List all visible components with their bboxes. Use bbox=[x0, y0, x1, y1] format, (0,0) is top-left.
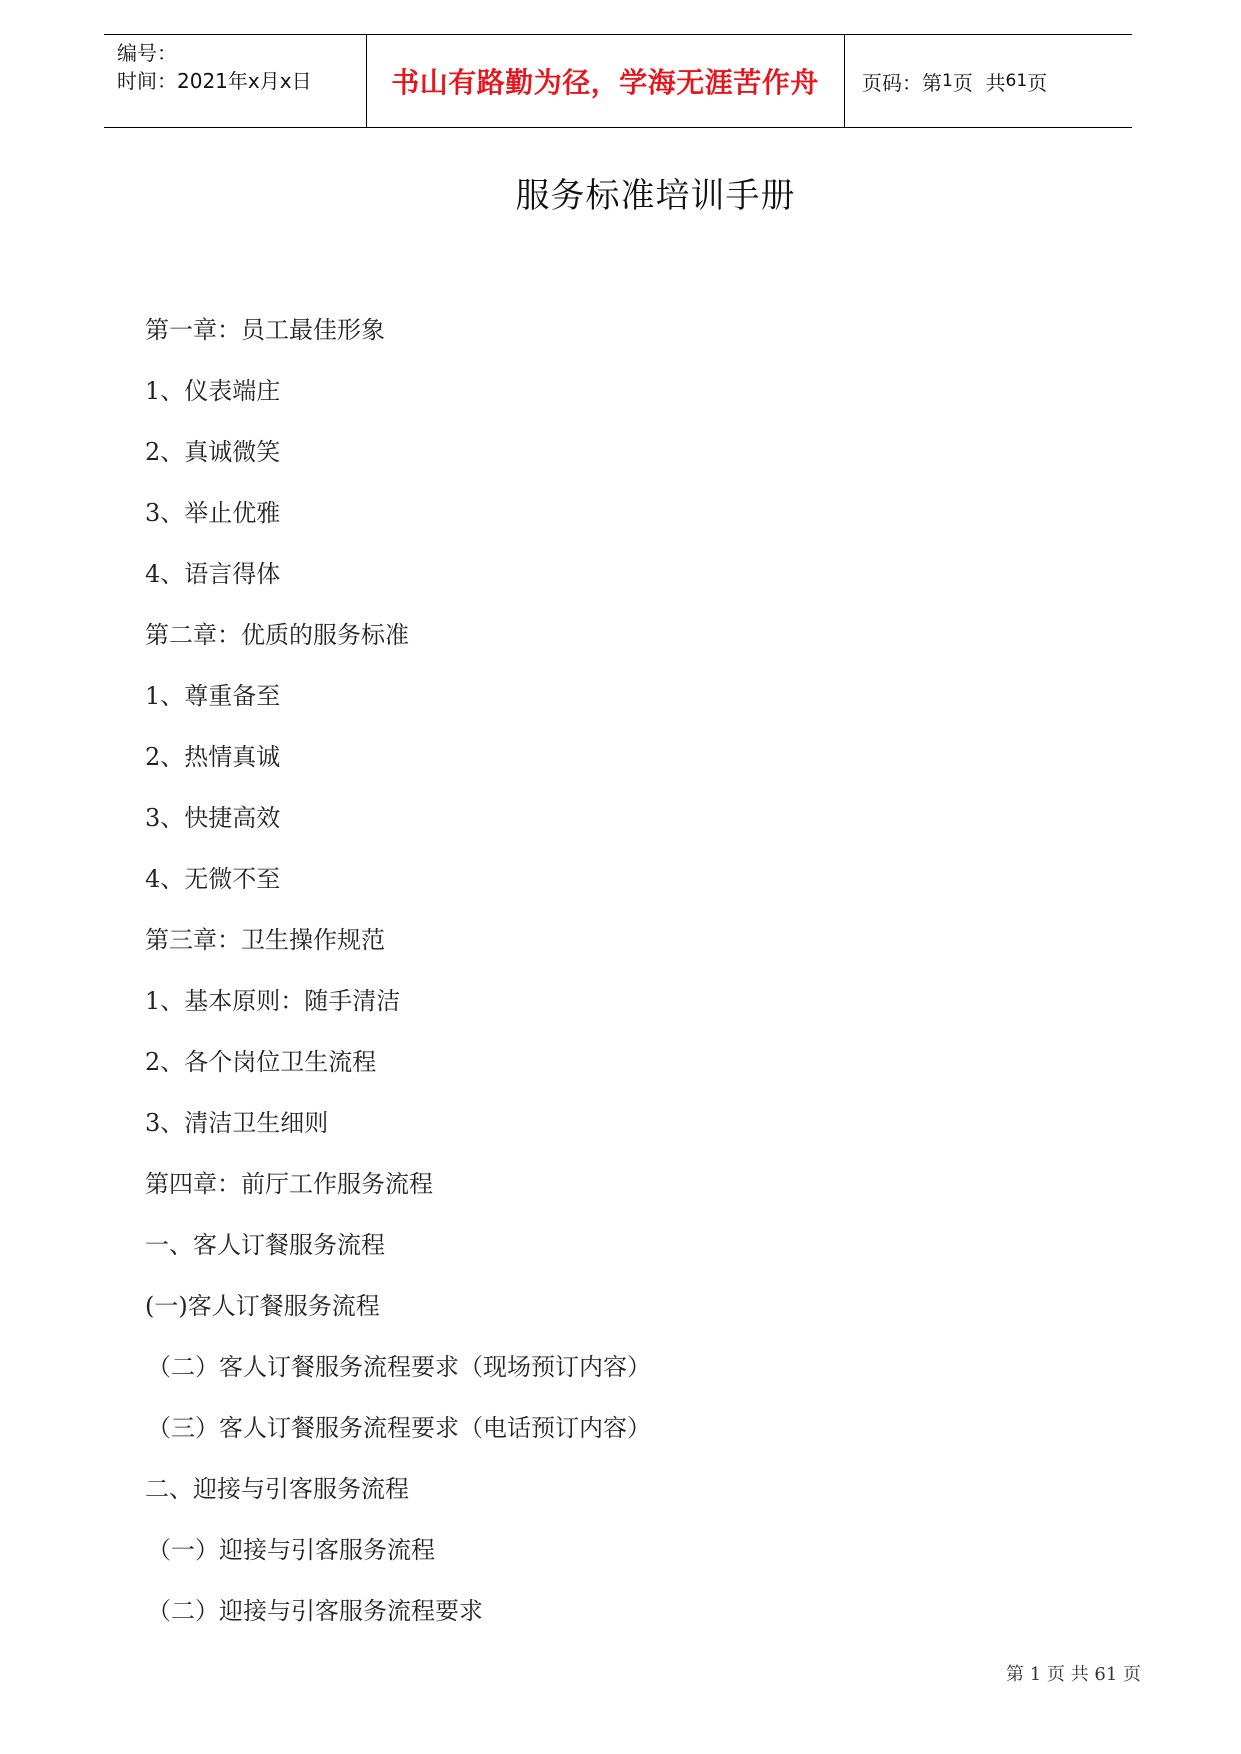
toc-item: 3、清洁卫生细则 bbox=[145, 1109, 329, 1137]
toc-item: 2、各个岗位卫生流程 bbox=[145, 1048, 377, 1076]
page-current: 1 bbox=[942, 71, 953, 91]
toc-item: 第二章：优质的服务标准 bbox=[145, 621, 409, 649]
toc-item: 第一章：员工最佳形象 bbox=[145, 316, 385, 344]
document-title: 服务标准培训手册 bbox=[515, 176, 796, 216]
page-suffix: 页 bbox=[1027, 70, 1048, 95]
toc-item: 1、尊重备至 bbox=[145, 682, 281, 710]
time-label: 时间：2021年x月x日 bbox=[117, 69, 312, 93]
toc-item: 4、语言得体 bbox=[145, 560, 281, 588]
toc-item: （一）迎接与引客服务流程 bbox=[147, 1536, 435, 1564]
toc-item: 一、客人订餐服务流程 bbox=[145, 1231, 385, 1259]
page-header bbox=[104, 34, 1132, 128]
page-total: 61 bbox=[1005, 71, 1028, 91]
header-meta bbox=[117, 39, 312, 95]
table-of-contents bbox=[145, 310, 651, 1652]
toc-item: 第三章：卫生操作规范 bbox=[145, 926, 385, 954]
toc-item: （二）客人订餐服务流程要求（现场预订内容） bbox=[147, 1353, 651, 1381]
toc-item: 3、举止优雅 bbox=[145, 499, 281, 527]
toc-item: 2、真诚微笑 bbox=[145, 438, 281, 466]
header-page-number bbox=[862, 35, 1047, 127]
page-prefix: 页码：第 bbox=[862, 70, 942, 95]
code-label: 编号： bbox=[117, 41, 177, 65]
toc-item: 1、基本原则：随手清洁 bbox=[145, 987, 401, 1015]
header-motto: 书山有路勤为径，学海无涯苦作舟 bbox=[391, 66, 819, 99]
page-middle: 页 共 bbox=[952, 70, 1006, 95]
toc-item: 2、热情真诚 bbox=[145, 743, 281, 771]
header-divider-right bbox=[844, 35, 845, 127]
toc-item: 4、无微不至 bbox=[145, 865, 281, 893]
toc-item: 二、迎接与引客服务流程 bbox=[145, 1475, 409, 1503]
toc-item: (一)客人订餐服务流程 bbox=[145, 1292, 380, 1320]
toc-item: （三）客人订餐服务流程要求（电话预订内容） bbox=[147, 1414, 651, 1442]
toc-item: （二）迎接与引客服务流程要求 bbox=[147, 1597, 483, 1625]
page-footer: 第 1 页 共 61 页 bbox=[1006, 1664, 1141, 1685]
toc-item: 第四章：前厅工作服务流程 bbox=[145, 1170, 433, 1198]
toc-item: 3、快捷高效 bbox=[145, 804, 281, 832]
toc-item: 1、仪表端庄 bbox=[145, 377, 281, 405]
